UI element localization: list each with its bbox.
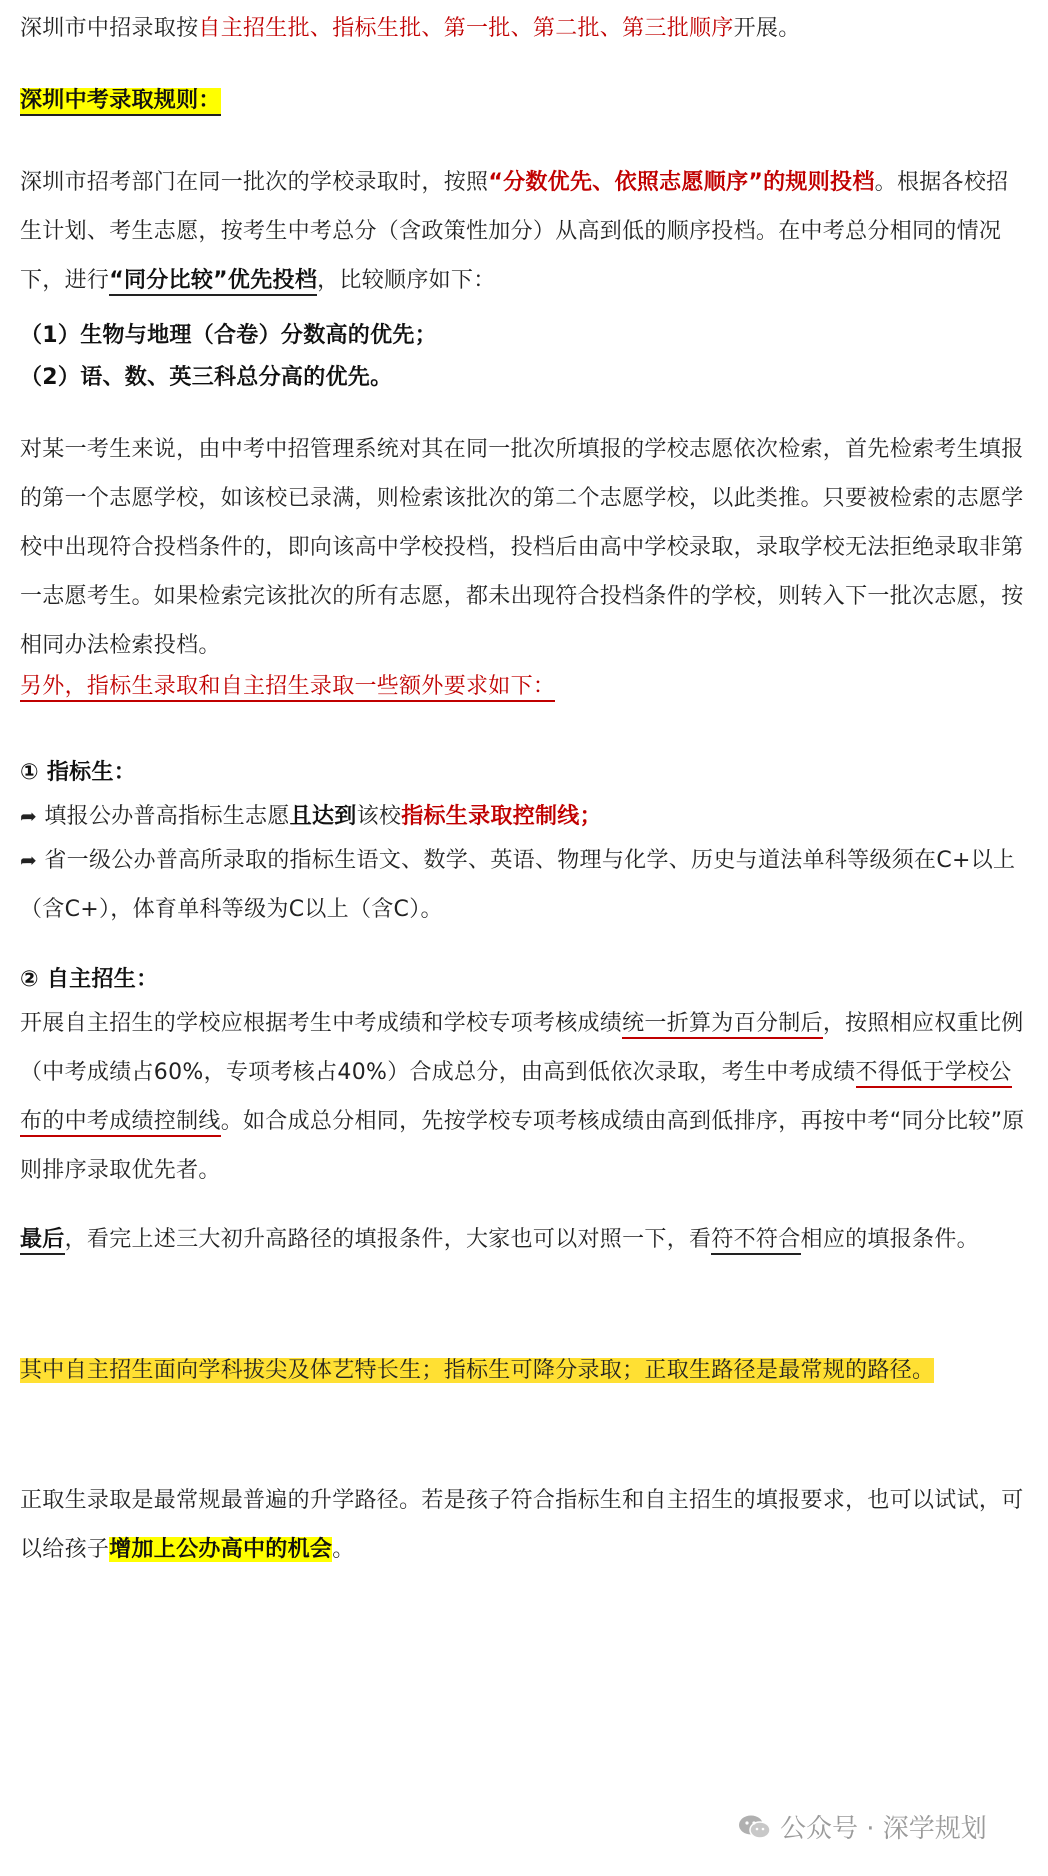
compare-item-2: （2）语、数、英三科总分高的优先。: [20, 365, 393, 390]
batch-order-end: 开展。: [733, 16, 801, 41]
self-enroll-paragraph: [20, 999, 1030, 1195]
score-control-line: 不得低于学校公布的中考成绩控制线: [20, 1060, 1012, 1137]
percent-conversion: 统一折算为百分制后: [622, 1011, 823, 1039]
final-paragraph: [20, 1215, 1030, 1264]
quota-item-1-school: 该校: [356, 804, 402, 829]
compare-item-1: （1）生物与地理（合卷）分数高的优先；: [20, 323, 438, 348]
retrieval-paragraph: 对某一考生来说，由中考中招管理系统对其在同一批次所填报的学校志愿依次检索，首先检索考生填报的第一个志愿学校，如该校已录满，则检索该批次的第二个志愿学校，以此类推。只要被检索的志愿学校中出现符合投档条件的，即向该高中学校投档，投档后由高中学校录取，录取学校无法拒绝录取非第一志愿考生。如果检索完该批次的所有志愿，都未出现符合投档条件的学校，则转入下一批次志愿，按相同办法检索投档。: [20, 437, 1024, 658]
quota-item-1-text: 填报公办普高指标生志愿: [44, 804, 290, 829]
rules-heading: 深圳中考录取规则：: [20, 88, 221, 116]
arrow-icon: ➦: [20, 848, 38, 872]
rules-paragraph: [20, 158, 1030, 305]
final-text-2: 相应的填报条件。: [800, 1227, 979, 1252]
self-enroll-text-2: ，按照相应权重比例（中考成绩占60%，专项考核占40%）合成总分，由高到低依次录取，考生中考成绩: [20, 1011, 1024, 1085]
quota-item-1-bold: 且达到: [289, 804, 357, 829]
self-enroll-heading: ② 自主招生：: [20, 967, 159, 992]
closing-highlight: 增加上公办高中的机会: [109, 1537, 333, 1562]
rules-text-3: ，比较顺序如下：: [317, 268, 496, 293]
summary-highlight: 其中自主招生面向学科拔尖及体艺特长生；指标生可降分录取；正取生路径是最常规的路径。: [20, 1358, 935, 1383]
batch-order-list: 自主招生批、指标生批、第一批、第二批、第三批顺序: [198, 16, 734, 41]
watermark: [738, 1808, 987, 1845]
wechat-icon: [738, 1814, 772, 1840]
rules-principle: “分数优先、依照志愿顺序”的规则投档: [488, 170, 875, 195]
rules-heading-line: [20, 76, 1030, 125]
closing-text: 正取生录取是最常规最普遍的升学路径。若是孩子符合指标生和自主招生的填报要求，也可以试试，可以给孩子: [20, 1488, 1024, 1562]
batch-order-paragraph: [20, 4, 1030, 53]
closing-end: 。: [332, 1537, 355, 1562]
quota-item-2: [20, 836, 1030, 934]
self-enroll-text-3: 。如合成总分相同，先按学校专项考核成绩由高到低排序，再按中考“同分比较”原则排序录取优先者。: [20, 1109, 1025, 1183]
quota-heading: ① 指标生：: [20, 760, 137, 785]
same-score-compare: “同分比较”优先投档: [109, 268, 317, 296]
final-label: 最后: [20, 1227, 65, 1255]
fit-or-not: 符不符合: [711, 1227, 800, 1255]
final-text-1: ，看完上述三大初升高路径的填报条件，大家也可以对照一下，看: [64, 1227, 712, 1252]
batch-order-intro: 深圳市中招录取按: [20, 16, 199, 41]
quota-item-2-text: 省一级公办普高所录取的指标生语文、数学、英语、物理与化学、历史与道法单科等级须在C+以上（含C+），体育单科等级为C以上（含C）。: [20, 848, 1016, 922]
arrow-icon: ➦: [20, 804, 38, 828]
quota-item-1: [20, 792, 1030, 841]
summary-paragraph: [20, 1346, 1030, 1395]
extra-heading-line: [20, 662, 1030, 711]
quota-control-line: 指标生录取控制线；: [401, 804, 602, 829]
watermark-text: 公众号 · 深学规划: [780, 1814, 987, 1844]
self-enroll-text-1: 开展自主招生的学校应根据考生中考成绩和学校专项考核成绩: [20, 1011, 623, 1036]
rules-text-1: 深圳市招考部门在同一批次的学校录取时，按照: [20, 170, 489, 195]
closing-paragraph: [20, 1476, 1030, 1574]
extra-heading: 另外，指标生录取和自主招生录取一些额外要求如下：: [20, 674, 555, 702]
rules-text-2: 。根据各校招生计划、考生志愿，按考生中考总分（含政策性加分）从高到低的顺序投档。在中考总分相同的情况下，进行: [20, 170, 1009, 293]
